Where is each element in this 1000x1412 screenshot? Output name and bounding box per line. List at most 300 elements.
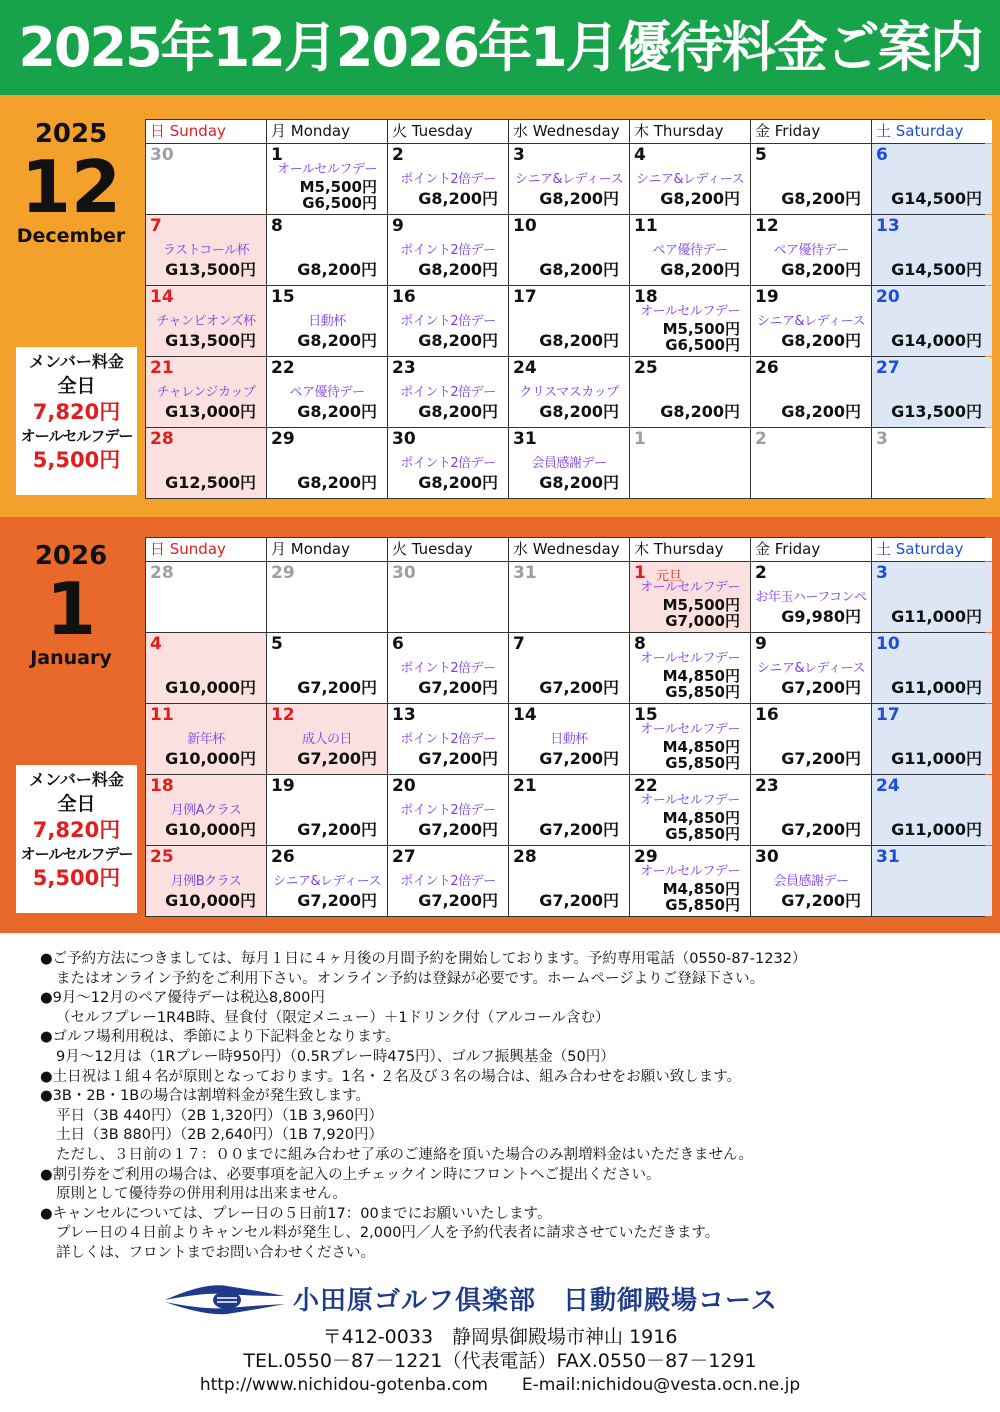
note-line: プレー日の４日前よりキャンセル料が発生し、2,000円／人を予約代表者に請求させていただきます。 [56,1225,720,1242]
day-number: 31 [513,563,537,583]
event-label: ポイント2倍デー [400,732,496,747]
green-fee: G8,200円 [297,402,377,421]
calendar-day [872,704,992,774]
event-label: 日動杯 [308,314,346,329]
day-number: 27 [876,358,900,378]
day-number: 30 [392,429,416,449]
day-number: 19 [271,776,295,796]
day-number: 2 [392,145,404,165]
day-number: 15 [271,287,295,307]
day-number: 29 [634,847,658,867]
day-number: 3 [513,145,525,165]
event-label: 会員感謝デー [773,874,849,889]
day-number: 31 [876,847,900,867]
day-number: 11 [634,216,658,236]
day-number: 31 [513,429,537,449]
green-fee: G6,500円 [665,336,740,354]
calendar-day [388,357,508,427]
day-number: 14 [513,705,537,725]
green-fee: G7,200円 [418,678,498,697]
day-number: 30 [392,563,416,583]
calendar-day [388,286,508,356]
calendar-day [388,562,508,632]
day-number: 17 [876,705,900,725]
day-number: 1 [634,429,646,449]
green-fee: G7,200円 [781,820,861,839]
calendar-day [751,775,871,845]
green-fee: G10,000円 [165,820,256,839]
weekday-label: 全日 [57,375,96,397]
day-number: 26 [271,847,295,867]
green-fee: G5,850円 [665,896,740,914]
green-fee: G8,200円 [539,402,619,421]
day-number: 10 [876,634,900,654]
green-fee: G11,000円 [891,678,982,697]
member-fee: M5,500円 [662,596,740,614]
day-number: 16 [392,287,416,307]
event-label: 日動杯 [550,732,588,747]
green-fee: G14,500円 [891,189,982,208]
calendar-day [267,846,387,916]
event-label: オールセルフデー [640,651,740,666]
weekday-header: 土 Saturday [872,120,992,143]
member-fee: M5,500円 [299,178,377,196]
weekday-header: 火 Tuesday [388,120,508,143]
day-number: 13 [876,216,900,236]
day-number: 4 [150,634,162,654]
day-number: 7 [513,634,525,654]
event-label: お年玉ハーフコンペ [755,590,867,605]
calendar-day [751,357,871,427]
calendar-day [509,562,629,632]
green-fee: G7,200円 [297,678,377,697]
day-number: 6 [392,634,404,654]
green-fee: G7,200円 [539,891,619,910]
day-number: 5 [755,145,767,165]
calendar-day [146,846,266,916]
green-fee: G7,200円 [781,891,861,910]
self-day-prices [663,739,740,771]
calendar-day [388,775,508,845]
green-fee: G8,200円 [418,260,498,279]
event-label: ポイント2倍デー [400,874,496,889]
calendar-day [267,286,387,356]
day-number: 6 [876,145,888,165]
green-fee: G7,200円 [418,749,498,768]
club-contact: TEL.0550－87－1221（代表電話）FAX.0550－87－1291 [243,1350,757,1372]
day-number: 29 [271,563,295,583]
weekday-header: 水 Wednesday [509,538,629,561]
self-day-label: オールセルフデー [20,427,133,445]
green-fee: G11,000円 [891,820,982,839]
january-month-number: 1 [45,567,97,651]
calendar-day [872,633,992,703]
calendar-day [751,286,871,356]
calendar-day [872,357,992,427]
green-fee: G7,200円 [297,749,377,768]
calendar-day [146,357,266,427]
calendar-day [630,704,750,774]
weekday-label: 全日 [57,793,96,815]
member-fee: M4,850円 [662,738,740,756]
december-year: 2025 [34,119,108,149]
weekday-header: 木 Thursday [630,538,750,561]
green-fee: G8,200円 [781,260,861,279]
event-label: ポイント2倍デー [400,385,496,400]
green-fee: G11,000円 [891,749,982,768]
green-fee: G8,200円 [660,260,740,279]
calendar-day [509,846,629,916]
calendar-day [146,704,266,774]
event-label: 新年杯 [187,732,225,747]
calendar-day [146,428,266,498]
event-label: 月例Aクラス [170,803,242,818]
calendar-day [509,704,629,774]
green-fee: G8,200円 [297,260,377,279]
self-day-label: オールセルフデー [20,845,133,863]
january-label [0,541,142,669]
calendar-day [388,428,508,498]
green-fee: G13,000円 [165,402,256,421]
calendar-day [630,846,750,916]
calendar-day [146,286,266,356]
day-number: 24 [513,358,537,378]
green-fee: G13,500円 [165,260,256,279]
day-number: 1 [271,145,283,165]
day-number: 10 [513,216,537,236]
day-number: 23 [392,358,416,378]
calendar-day [267,428,387,498]
calendar-day [751,846,871,916]
green-fee: G5,850円 [665,825,740,843]
day-number: 1 [634,563,646,583]
event-label: 月例Bクラス [170,874,242,889]
note-line: 土日（3B 880円）（2B 2,640円）（1B 7,920円） [56,1127,384,1144]
weekday-header: 金 Friday [751,538,871,561]
green-fee: G7,200円 [539,820,619,839]
calendar-day [267,144,387,214]
self-day-prices [663,881,740,913]
weekday-header: 金 Friday [751,120,871,143]
calendar-day [872,428,992,498]
event-label: ポイント2倍デー [400,456,496,471]
green-fee: G6,500円 [302,194,377,212]
green-fee: G5,850円 [665,754,740,772]
calendar-day [872,775,992,845]
green-fee: G10,000円 [165,891,256,910]
calendar-day [751,144,871,214]
day-number: 24 [876,776,900,796]
day-number: 18 [634,287,658,307]
event-label: ポイント2倍デー [400,172,496,187]
green-fee: G8,200円 [781,331,861,350]
holiday-name: 元旦 [656,569,683,584]
club-web: http://www.nichidou-gotenba.com E-mail:nichidou@vesta.ocn.ne.jp [199,1375,801,1395]
note-line: ●土日祝は１組４名が原則となっております。1名・２名及び３名の場合は、組み合わせをお願い致します。 [40,1068,742,1085]
day-number: 2 [755,563,767,583]
day-number: 17 [513,287,537,307]
calendar-day [509,428,629,498]
note-line: ●ゴルフ場利用税は、季節により下記料金となります。 [40,1029,400,1046]
event-label: ペア優待デー [773,243,849,258]
calendar-day [267,215,387,285]
green-fee: G8,200円 [539,260,619,279]
green-fee: G8,200円 [660,189,740,208]
event-label: ポイント2倍デー [400,314,496,329]
day-number: 19 [755,287,779,307]
event-label: オールセルフデー [640,304,740,319]
day-number: 14 [150,287,174,307]
weekday-header: 月 Monday [267,538,387,561]
note-line: ●3B・2B・1Bの場合は割増料金が発生致します。 [40,1088,371,1105]
note-line: またはオンライン予約をご利用下さい。オンライン予約は登録が必要です。ホームページよりご登録下さい。 [56,970,765,987]
green-fee: G7,200円 [418,891,498,910]
calendar-day [388,144,508,214]
calendar-day [267,562,387,632]
calendar-day [630,144,750,214]
note-line: ●割引券をご利用の場合は、必要事項を記入の上チェックイン時にフロントへご提出ください。 [40,1166,661,1183]
day-number: 15 [634,705,658,725]
weekday-header: 火 Tuesday [388,538,508,561]
event-label: シニア&レディース [515,172,623,187]
day-number: 25 [634,358,658,378]
self-day-prices [663,321,740,353]
day-number: 20 [392,776,416,796]
calendar-day [146,144,266,214]
day-number: 23 [755,776,779,796]
event-label: クリスマスカップ [519,385,619,400]
event-label: シニア&レディース [757,661,865,676]
calendar-day [751,215,871,285]
green-fee: G8,200円 [539,189,619,208]
weekday-header: 土 Saturday [872,538,992,561]
calendar-day [388,846,508,916]
december-month-number: 12 [20,145,122,229]
day-number: 16 [755,705,779,725]
member-price-label: メンバー料金 [29,352,124,371]
event-label: ポイント2倍デー [400,661,496,676]
calendar-day [630,775,750,845]
green-fee: G7,200円 [781,678,861,697]
green-fee: G14,500円 [891,260,982,279]
weekday-header: 日 Sunday [146,538,266,561]
december-section [0,95,1000,517]
calendar-day [751,633,871,703]
self-day-price: 5,500円 [32,866,121,890]
event-label: シニア&レディース [273,874,381,889]
green-fee: G9,980円 [781,607,861,626]
day-number: 29 [271,429,295,449]
calendar-day [872,144,992,214]
event-label: チャレンジカップ [156,385,256,400]
calendar-day [146,215,266,285]
event-label: オールセルフデー [640,580,740,595]
self-day-prices [663,810,740,842]
calendar-day [630,633,750,703]
member-fee: M5,500円 [662,320,740,338]
green-fee: G7,200円 [297,891,377,910]
calendar-day [509,633,629,703]
january-member-price-box [16,765,137,913]
green-fee: G7,200円 [781,749,861,768]
day-number: 21 [150,358,174,378]
note-line: （セルフプレー1R4B時、昼食付（限定メニュー）＋1ドリンク付（アルコール含む） [56,1009,610,1026]
event-label: シニア&レディース [636,172,744,187]
self-day-prices [663,597,740,629]
day-number: 7 [150,216,162,236]
note-line: 9月～12月は（1Rプレー時950円）（0.5Rプレー時475円）、ゴルフ振興基金（50円） [56,1048,615,1065]
calendar-day [630,215,750,285]
calendar-day [388,633,508,703]
day-number: 8 [271,216,283,236]
day-number: 9 [392,216,404,236]
calendar-day [872,562,992,632]
january-month-name: January [30,647,112,669]
event-label: シニア&レディース [757,314,865,329]
december-label [0,119,142,247]
day-number: 9 [755,634,767,654]
note-line: 詳しくは、フロントまでお問い合わせください。 [56,1244,375,1261]
weekday-price: 7,820円 [32,818,121,842]
calendar-day [509,357,629,427]
note-line: 原則として優待券の併用利用は出来ません。 [56,1186,347,1203]
club-address: 〒412-0033 静岡県御殿場市神山 1916 [322,1326,678,1348]
green-fee: G8,200円 [297,331,377,350]
green-fee: G8,200円 [418,402,498,421]
green-fee: G10,000円 [165,678,256,697]
green-fee: G8,200円 [418,473,498,492]
calendar-day [630,357,750,427]
day-number: 2 [755,429,767,449]
green-fee: G8,200円 [418,331,498,350]
note-line: ●9月～12月のペア優待デーは税込8,800円 [40,990,325,1007]
member-price-label: メンバー料金 [29,770,124,789]
weekday-price: 7,820円 [32,400,121,424]
calendar-day [146,633,266,703]
calendar-day [509,286,629,356]
january-section [0,517,1000,933]
self-day-price: 5,500円 [32,448,121,472]
calendar-day [267,775,387,845]
weekday-header: 水 Wednesday [509,120,629,143]
calendar-day [751,428,871,498]
december-member-price-box [16,347,137,495]
green-fee: G8,200円 [539,331,619,350]
event-label: ポイント2倍デー [400,243,496,258]
calendar-day [751,562,871,632]
calendar-day [146,562,266,632]
green-fee: G11,000円 [891,607,982,626]
green-fee: G8,200円 [781,189,861,208]
calendar-day [872,286,992,356]
green-fee: G8,200円 [539,473,619,492]
event-label: オールセルフデー [640,793,740,808]
note-line: ただし、３日前の１７：００までに組み合わせ了承のご連絡を頂いた場合のみ割増料金はいただきません。 [56,1146,753,1163]
calendar-day [630,562,750,632]
note-line: ●ご予約方法につきましては、毎月１日に４ヶ月後の月間予約を開始しております。予約専用電話（0550-87-1232） [40,951,807,967]
day-number: 3 [876,563,888,583]
self-day-prices [663,668,740,700]
green-fee: G14,000円 [891,331,982,350]
event-label: ラストコール杯 [162,243,250,258]
day-number: 25 [150,847,174,867]
member-fee: M4,850円 [662,809,740,827]
green-fee: G8,200円 [660,402,740,421]
day-number: 22 [271,358,295,378]
note-line: ●キャンセルについては、プレー日の５日前17：00までにお願いいたします。 [40,1205,552,1222]
weekday-header: 日 Sunday [146,120,266,143]
day-number: 12 [271,705,295,725]
green-fee: G13,500円 [891,402,982,421]
weekday-header: 月 Monday [267,120,387,143]
day-number: 30 [755,847,779,867]
day-number: 28 [513,847,537,867]
green-fee: G8,200円 [781,402,861,421]
december-calendar [145,119,985,499]
event-label: 会員感謝デー [531,456,607,471]
day-number: 28 [150,563,174,583]
weekday-header: 木 Thursday [630,120,750,143]
january-calendar [145,537,985,917]
self-day-prices [300,179,377,211]
calendar-day [630,428,750,498]
calendar-day [509,215,629,285]
day-number: 28 [150,429,174,449]
day-number: 4 [634,145,646,165]
notes-section [40,950,970,1264]
event-label: オールセルフデー [640,722,740,737]
club-name: 小田原ゴルフ倶楽部 日動御殿場コース [293,1286,778,1316]
calendar-day [146,775,266,845]
day-number: 26 [755,358,779,378]
club-logo-icon [165,1278,285,1322]
event-label: ペア優待デー [289,385,365,400]
calendar-day [267,704,387,774]
green-fee: G8,200円 [418,189,498,208]
december-month-name: December [16,225,126,247]
calendar-day [388,704,508,774]
day-number: 8 [634,634,646,654]
day-number: 5 [271,634,283,654]
calendar-day [751,704,871,774]
calendar-day [267,357,387,427]
day-number: 13 [392,705,416,725]
green-fee: G7,000円 [665,612,740,630]
calendar-day [509,144,629,214]
event-label: オールセルフデー [277,162,377,177]
calendar-day [872,215,992,285]
green-fee: G13,500円 [165,331,256,350]
day-number: 20 [876,287,900,307]
green-fee: G7,200円 [297,820,377,839]
calendar-day [509,775,629,845]
page-title: 2025年12月2026年1月優待料金ご案内 [0,0,1000,95]
day-number: 12 [755,216,779,236]
event-label: ポイント2倍デー [400,803,496,818]
green-fee: G7,200円 [539,678,619,697]
green-fee: G8,200円 [297,473,377,492]
day-number: 11 [150,705,174,725]
member-fee: M4,850円 [662,667,740,685]
note-line: 平日（3B 440円）（2B 1,320円）（1B 3,960円） [56,1107,384,1124]
calendar-day [267,633,387,703]
event-label: ペア優待デー [652,243,728,258]
day-number: 27 [392,847,416,867]
event-label: チャンピオンズ杯 [156,314,256,329]
calendar-day [872,846,992,916]
day-number: 18 [150,776,174,796]
member-fee: M4,850円 [662,880,740,898]
